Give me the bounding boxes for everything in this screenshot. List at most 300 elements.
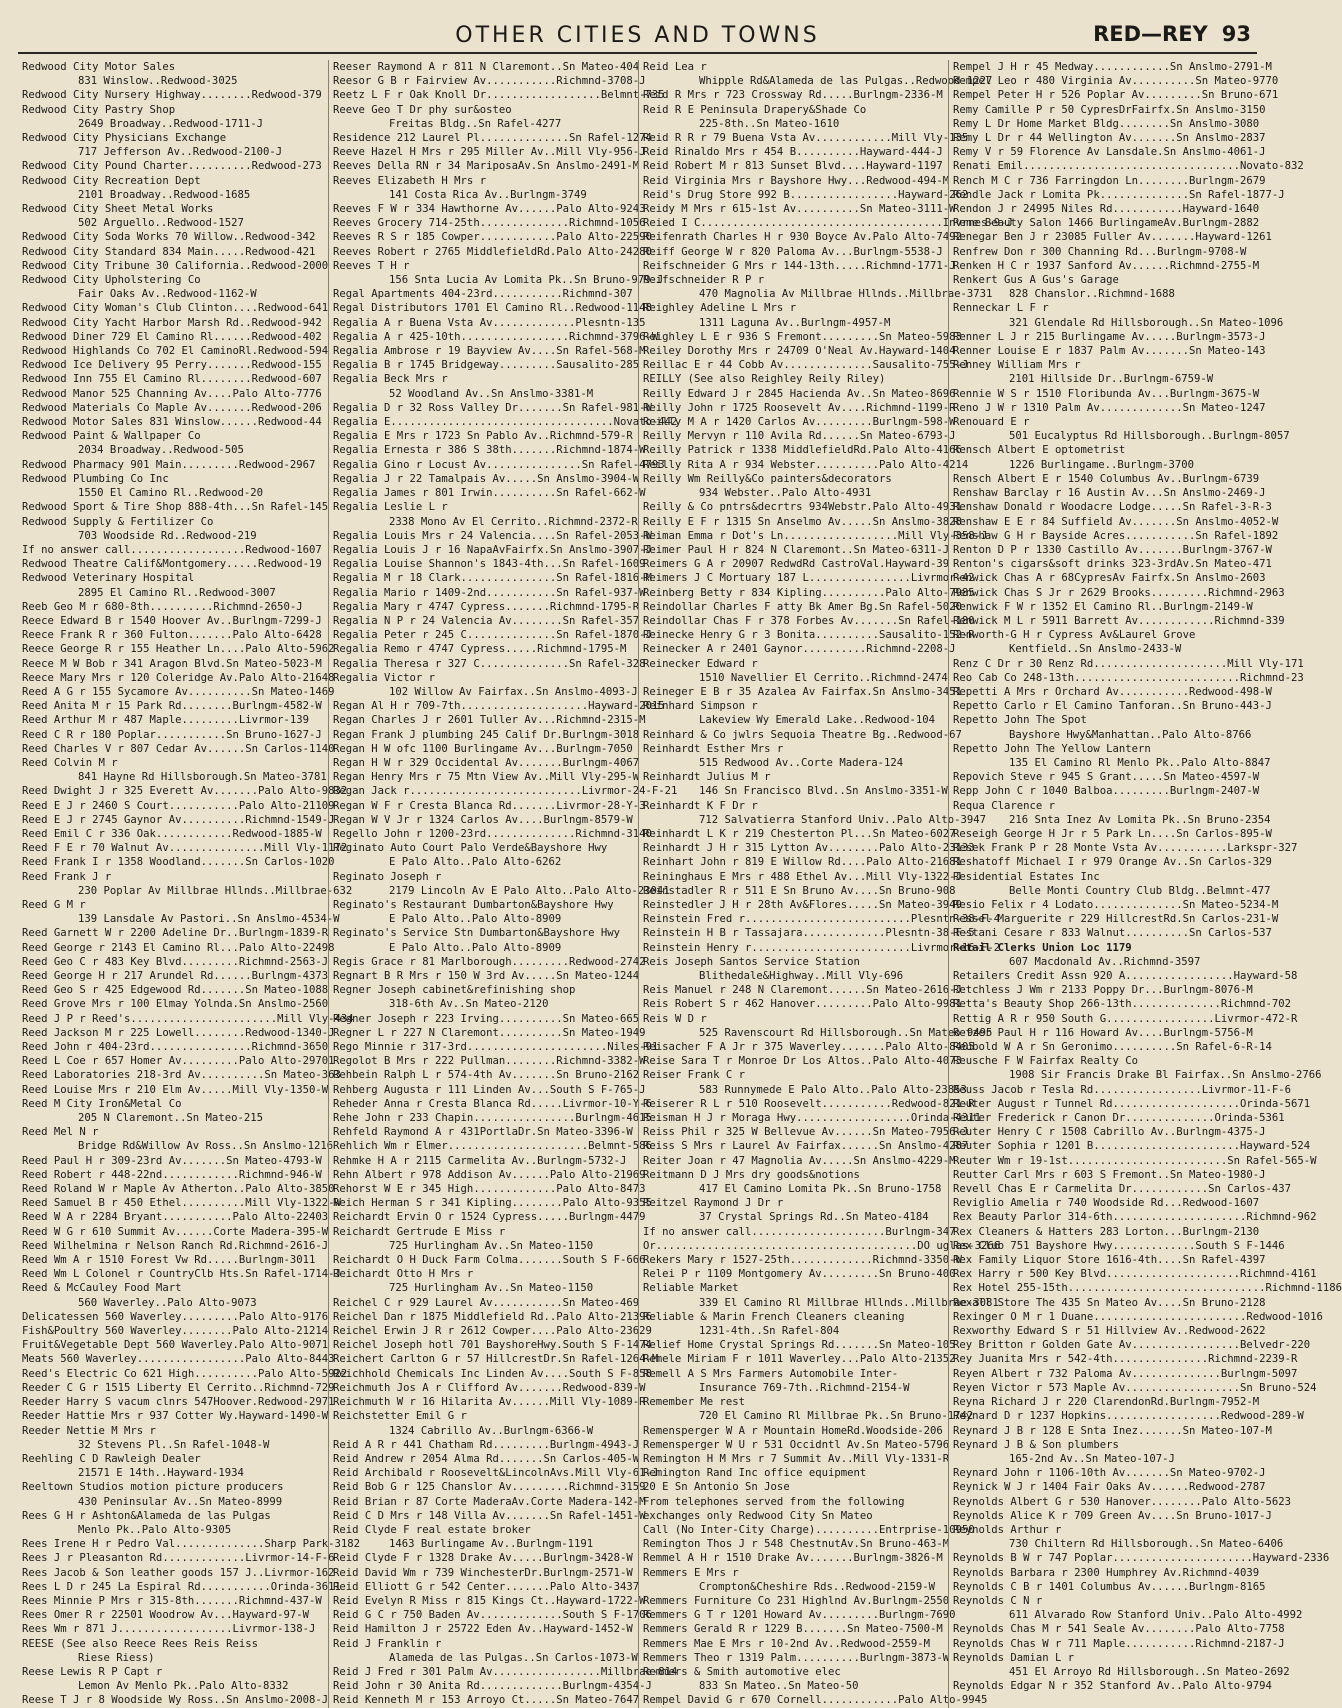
- listing-entry: Reusche F W Fairfax Realty Co: [953, 1055, 1138, 1068]
- listing-entry: Reichel Erwin J R r 2612 Cowper....Palo Alto-23629: [333, 1325, 652, 1338]
- listing-continuation: 339 El Camino Rl Millbrae Hllnds..Millbrae-3081: [699, 1296, 999, 1309]
- listing-entry: Reeves T H r: [333, 259, 410, 272]
- listing-continuation: 2034 Broadway..Redwood-505: [78, 444, 244, 457]
- listing-entry: Renouard E r: [953, 416, 1030, 429]
- listing-entry: Reed & McCauley Food Mart: [22, 1282, 182, 1295]
- listing-continuation: 934 Webster..Palo Alto-4931: [699, 487, 872, 500]
- listing-entry: Reynard John r 1106-10th Av.......Sn Mateo-9702-J: [953, 1467, 1266, 1480]
- listing-entry: Reimers G A r 20907 RedwdRd CastroVal.Hayward-39: [643, 558, 950, 571]
- listing-entry: Renner L J r 215 Burlingame Av.....Burlngm-3573-J: [953, 330, 1266, 343]
- listing-entry: Rehmke H A r 2115 Carmelita Av..Burlngm-5732-J: [333, 1154, 627, 1167]
- listing-entry: Redwood City Motor Sales: [22, 61, 176, 73]
- listing-entry: Reliable Market: [643, 1282, 739, 1295]
- listing-entry: Reuter Sophia r 1201 B.......................Hayward-524: [953, 1140, 1311, 1153]
- listing-entry: Regalia James r 801 Irwin..........Sn Rafel-662-W: [333, 487, 646, 500]
- listing-entry: Reyen Albert r 732 Paloma Av..............Burlngm-5097: [953, 1367, 1298, 1380]
- listing-entry: Meats 560 Waverley.................Palo Alto-8443: [22, 1353, 335, 1366]
- listing-entry: Reece Frank R r 360 Fulton.......Palo Alto-6428: [22, 629, 322, 642]
- listing-entry: Rexinger O M r 1 Duane........................Redwood-1016: [953, 1310, 1323, 1323]
- listing-entry: Rehe John r 233 Chapin................Burlngm-4615: [333, 1112, 652, 1125]
- listing-continuation: E Palo Alto..Palo Alto-6262: [389, 856, 562, 869]
- listing-entry: Rene Beauty Salon 1466 BurlingameAv.Burlngm-2882: [953, 217, 1260, 230]
- listing-continuation: 2895 El Camino Rl..Redwood-3007: [78, 586, 276, 599]
- listing-entry: Reiser Frank C r: [643, 1069, 746, 1082]
- listing-entry: Reinberg Betty r 834 Kipling..........Palo Alto-7985: [643, 586, 975, 599]
- listing-continuation: E Palo Alto..Palo Alto-8909: [389, 913, 562, 926]
- listing-entry: Regan Frank J plumbing 245 Calif Dr.Burlngm-3018: [333, 728, 640, 741]
- listing-entry: Remensperger W A r Mountain HomeRd.Woodside-206: [643, 1424, 943, 1437]
- listing-continuation: 717 Jefferson Av..Redwood-2100-J: [78, 146, 283, 159]
- listing-entry: 20 E Sn Antonio Sn Jose: [643, 1481, 790, 1494]
- listing-entry: Reichardt Otto H Mrs r: [333, 1268, 474, 1281]
- listing-continuation: 730 Chiltern Rd Hillsborough..Sn Mateo-6406: [1009, 1538, 1284, 1551]
- listing-entry: Reid Clyde F real estate broker: [333, 1523, 531, 1536]
- listing-entry: Renney William Mrs r: [953, 359, 1081, 372]
- listing-entry: Reed Paul H r 309-23rd Av.......Sn Mateo-4793-W: [22, 1154, 322, 1167]
- listing-entry: Regalia Theresa r 327 C..............Sn Rafel-328: [333, 657, 646, 670]
- listing-entry: Reeve Hazel H Mrs r 295 Miller Av..Mill Vly-956-J: [333, 146, 646, 159]
- listing-entry: Redwood City Recreation Dept: [22, 174, 201, 187]
- listing-entry: Reed Jackson M r 225 Lowell........Redwood-1340-J: [22, 1026, 335, 1039]
- listing-entry: Reuter Henry C r 1508 Cabrillo Av..Burlngm-4375-J: [953, 1126, 1266, 1139]
- listing-entry: Reichardt Gertrude E Miss r: [333, 1225, 506, 1238]
- listing-entry: Renshaw E E r 84 Suffield Av.......Sn Anslmo-4052-W: [953, 515, 1279, 528]
- page-title: OTHER CITIES AND TOWNS: [455, 22, 820, 48]
- listing-continuation: 2179 Lincoln Av E Palo Alto..Palo Alto-23041: [389, 884, 670, 897]
- listing-continuation: 1231-4th..Sn Rafel-804: [699, 1325, 840, 1338]
- listing-entry: Reisman H J r Moraga Hwy..................Orinda-4311: [643, 1112, 982, 1125]
- listing-continuation: Crompton&Cheshire Rds..Redwood-2159-W: [699, 1580, 935, 1593]
- listing-entry: Redwood City Nursery Highway........Redwood-379: [22, 89, 322, 102]
- listing-entry: Reed Wm A r 1510 Forest Vw Rd.....Burlngm-3011: [22, 1254, 316, 1267]
- listing-entry: Reynolds Alice K r 709 Green Av....Sn Bruno-1017-J: [953, 1509, 1272, 1522]
- listing-entry: Reichel Joseph hotl 701 BayshoreHwy.South S F-1474: [333, 1339, 652, 1352]
- listing-entry: Regan Charles J r 2601 Tuller Av...Richmnd-2315-M: [333, 714, 646, 727]
- listing-entry: Reno J W r 1310 Palm Av.............Sn Mateo-1247: [953, 401, 1266, 414]
- listing-entry: Reinecker Edward r: [643, 657, 758, 670]
- listing-entry: Rees Minnie P Mrs r 315-8th.......Richmnd-437-W: [22, 1594, 322, 1607]
- listing-entry: Regner Joseph r 223 Irving..........Sn Mateo-665: [333, 1012, 640, 1025]
- listing-continuation: Freitas Bldg..Sn Rafel-4277: [389, 117, 562, 130]
- listing-entry: Reid R E Peninsula Drapery&Shade Co: [643, 103, 867, 116]
- listing-entry: Reeves Della RN r 34 MariposaAv.Sn Anslmo-2491-M: [333, 160, 640, 173]
- listing-entry: Reinhardt K F Dr r: [643, 799, 758, 812]
- listing-entry: Repp John C r 1040 Balboa.........Burlngm-2407-W: [953, 785, 1260, 798]
- listing-entry: Reynard J B & Son plumbers: [953, 1438, 1119, 1451]
- listing-entry: Reutter Carl Mrs r 603 S Fremont..Sn Mateo-1980-J: [953, 1168, 1266, 1181]
- listing-continuation: 430 Peninsular Av..Sn Mateo-8999: [78, 1495, 283, 1508]
- listing-entry: Reece M W Bob r 341 Aragon Blvd.Sn Mateo-5023-M: [22, 657, 322, 670]
- listing-continuation: 165-2nd Av..Sn Mateo-107-J: [1009, 1452, 1175, 1465]
- listing-entry: Renton's cigars&soft drinks 323-3rdAv.Sn Mateo-471: [953, 558, 1272, 571]
- listing-entry: Reinecke Henry G r 3 Bonita..........Sausalito-152-R: [643, 629, 975, 642]
- listing-continuation: 470 Magnolia Av Millbrae Hllnds..Millbrae-3731: [699, 288, 993, 301]
- listing-continuation: 611 Alvarado Row Stanford Univ..Palo Alto-4992: [1009, 1609, 1303, 1622]
- listing-entry: Reese Lewis R P Capt r: [22, 1665, 163, 1678]
- listing-entry: Reed M City Iron&Metal Co: [22, 1097, 182, 1110]
- listing-entry: Regan Henry Mrs r 75 Mtn View Av..Mill Vly-295-W: [333, 771, 640, 784]
- listing-entry: Reid Archibald r Roosevelt&LincolnAvs.Mill Vly-61-J: [333, 1467, 659, 1480]
- listing-entry: Rees Jacob & Son leather goods 157 J..Livrmor-162: [22, 1566, 335, 1579]
- listing-entry: Remy L Dr Home Market Bldg........Sn Anslmo-3080: [953, 117, 1260, 130]
- listing-entry: Reid Bob G r 125 Chanslor Av.........Richmnd-3159: [333, 1481, 646, 1494]
- listing-entry: Redwood Manor 525 Channing Av....Palo Alto-7776: [22, 387, 322, 400]
- listing-entry: REILLY (See also Reighley Reily Riley): [643, 373, 886, 386]
- listing-entry: Reilly Edward J r 2845 Hacienda Av..Sn Mateo-8696: [643, 387, 956, 400]
- listing-entry: Reed John r 404-23rd................Richmnd-3650: [22, 1041, 329, 1054]
- listing-entry: Reinhart John r 819 E Willow Rd....Palo Alto-21681: [643, 856, 962, 869]
- listing-entry: Regan H W r 329 Occidental Av.......Burlngm-4067: [333, 756, 640, 769]
- listing-continuation: 52 Woodland Av..Sn Anslmo-3381-M: [389, 387, 594, 400]
- listing-entry: Reed's Electric Co 621 High..........Palo Alto-5922: [22, 1367, 348, 1380]
- listing-entry: Reiss S Mrs r Laurel Av Fairfax......Sn Anslmo-4287: [643, 1140, 969, 1153]
- listing-entry: Renken H C r 1937 Sanford Av......Richmnd-2755-M: [953, 259, 1260, 272]
- listing-continuation: 725 Hurlingham Av..Sn Mateo-1150: [389, 1239, 594, 1252]
- listing-entry: Regan Al H r 709-7th....................Hayward-2015: [333, 700, 665, 713]
- listing-entry: Rexall Store The 435 Sn Mateo Av....Sn Bruno-2128: [953, 1296, 1266, 1309]
- listing-entry: Rehorst W E r 345 High.............Palo Alto-8473: [333, 1183, 646, 1196]
- listing-entry: Redwood Supply & Fertilizer Co: [22, 515, 214, 528]
- listing-entry: Reis W D r: [643, 1012, 707, 1025]
- listing-continuation: 205 N Claremont..Sn Mateo-215: [78, 1112, 263, 1125]
- listing-entry: Residential Estates Inc: [953, 870, 1100, 883]
- listing-entry: Reid J Franklin r: [333, 1637, 442, 1650]
- listing-entry: Reece Mary Mrs r 120 Coleridge Av.Palo Alto-21648: [22, 671, 335, 684]
- listing-entry: Reeder Hattie Mrs r 937 Cotter Wy.Hayward-1490-W: [22, 1410, 329, 1423]
- listing-entry: Regalia Peter r 245 C..............Sn Rafel-1870-J: [333, 629, 652, 642]
- listing-entry: Revell Chas E r Carmelita Dr............Sn Carlos-437: [953, 1183, 1292, 1196]
- listing-column-4: [948, 60, 1342, 1708]
- listing-entry: Regalia M r 18 Clark...............Sn Rafel-1816-M: [333, 572, 652, 585]
- listing-continuation: 583 Runnymede E Palo Alto..Palo Alto-23853: [699, 1083, 967, 1096]
- listing-entry: Reid John r 30 Anita Rd.............Burlngm-4354-J: [333, 1680, 652, 1693]
- listing-entry: Regalia E...................................Novato-442: [333, 416, 678, 429]
- listing-entry: Retail Clerks Union Loc 1179: [953, 941, 1132, 954]
- listing-entry: Reichel C r 929 Laurel Av...........Sn Mateo-469: [333, 1296, 640, 1309]
- listing-continuation: 135 El Camino Rl Menlo Pk..Palo Alto-8847: [1009, 756, 1271, 769]
- listing-continuation: 21571 E 14th..Hayward-1934: [78, 1467, 244, 1480]
- listing-continuation: 321 Glendale Rd Hillsborough..Sn Mateo-1096: [1009, 316, 1284, 329]
- listing-entry: Reid Elliott G r 542 Center.......Palo Alto-3437: [333, 1580, 640, 1593]
- listing-entry: Rees Irene H r Pedro Val..............Sharp Park-3182: [22, 1538, 361, 1551]
- listing-continuation: 515 Redwood Av..Corte Madera-124: [699, 756, 904, 769]
- listing-entry: Reinstein H B r Tassajara.............Plesntn-38-F-5: [643, 927, 975, 940]
- listing-entry: Requa Clarence r: [953, 799, 1056, 812]
- listing-entry: Regnart B R Mrs r 150 W 3rd Av.....Sn Mateo-1244: [333, 970, 640, 982]
- listing-entry: Rego Minnie r 317-3rd......................Niles-91: [333, 1041, 659, 1054]
- listing-entry: Reich Herman S r 341 Kipling........Palo Alto-9355: [333, 1197, 652, 1210]
- listing-continuation: 1550 El Camino Rl..Redwood-20: [78, 487, 263, 500]
- listing-entry: If no answer call..................Redwood-1607: [22, 543, 322, 556]
- listing-entry: Relief Home Crystal Springs Rd.......Sn Mateo-105: [643, 1339, 956, 1352]
- listing-entry: Reed Charles V r 807 Cedar Av......Sn Carlos-1140: [22, 742, 335, 755]
- listing-entry: Remember Me rest: [643, 1396, 746, 1409]
- listing-entry: Or.........................................DO uglas-3266: [643, 1239, 1001, 1252]
- listing-entry: Reed A G r 155 Sycamore Av..........Sn Mateo-1469: [22, 685, 335, 698]
- listing-entry: Reid C D Mrs r 148 Villa Av.......Sn Rafel-1451-W: [333, 1509, 646, 1522]
- listing-entry: Reifschneider R P r: [643, 274, 765, 287]
- listing-entry: Reed Geo S r 425 Edgewood Rd.......Sn Mateo-1088: [22, 984, 329, 997]
- listing-entry: Reighley L E r 936 S Fremont.........Sn Mateo-5983: [643, 330, 962, 343]
- listing-continuation: 502 Arguello..Redwood-1527: [78, 217, 244, 230]
- listing-entry: Repetto John The Spot: [953, 714, 1087, 727]
- listing-entry: Regan W F r Cresta Blanca Rd.......Livrmor-28-Y-3: [333, 799, 646, 812]
- listing-entry: Redwood Theatre Calif&Montgomery.....Redwood-19: [22, 558, 322, 571]
- listing-entry: Regner L r 227 N Claremont..........Sn Mateo-1949: [333, 1026, 646, 1039]
- listing-entry: Retta's Beauty Shop 266-13th..............Richmnd-702: [953, 998, 1292, 1011]
- listing-entry: Reeder Harry S vacum clnrs 547Hoover.Redwood-2971: [22, 1396, 335, 1409]
- listing-entry: Reis Joseph Santos Service Station: [643, 955, 860, 968]
- listing-entry: Regalia Victor r: [333, 671, 436, 684]
- listing-entry: Reed Frank I r 1358 Woodland.......Sn Carlos-1020: [22, 856, 335, 869]
- listing-continuation: Lakeview Wy Emerald Lake..Redwood-104: [699, 714, 935, 727]
- listing-entry: Retchless J Wm r 2133 Poppy Dr...Burlngm-8076-M: [953, 984, 1253, 997]
- listing-entry: Reeder Nettie M Mrs r: [22, 1424, 156, 1437]
- listing-entry: Rees L D r 245 La Espiral Rd...........Orinda-3611: [22, 1580, 341, 1593]
- listing-entry: Reubold W A r Sn Geronimo..........Sn Rafel-6-R-14: [953, 1041, 1272, 1054]
- listing-continuation: 318-6th Av..Sn Mateo-2120: [389, 998, 549, 1011]
- listing-entry: Redwood City Woman's Club Clinton....Redwood-641: [22, 302, 329, 315]
- listing-entry: Rex Family Liquor Store 1616-4th....Sn Rafel-4397: [953, 1254, 1266, 1267]
- listing-entry: Reid Evelyn R Miss r 815 Kings Ct..Hayward-1722-W: [333, 1594, 646, 1607]
- listing-entry: Reed F E r 70 Walnut Av...............Mill Vly-1172: [22, 842, 348, 855]
- listing-entry: Reesor G B r Fairview Av...........Richmnd-3708-J: [333, 75, 646, 88]
- listing-entry: Rennie W S r 1510 Floribunda Av...Burlngm-3675-W: [953, 387, 1260, 400]
- listing-entry: Reied I C......................................Invrnes-9-J: [643, 217, 1013, 230]
- listing-entry: Reichel Dan r 1875 Middlefield Rd..Palo Alto-21396: [333, 1310, 652, 1323]
- listing-continuation: 828 Chanslor..Richmnd-1688: [1009, 288, 1175, 301]
- listing-continuation: 2101 Broadway..Redwood-1685: [78, 188, 251, 201]
- listing-continuation: 225-8th..Sn Mateo-1610: [699, 117, 840, 130]
- listing-continuation: 831 Winslow..Redwood-3025: [78, 75, 238, 88]
- listing-entry: Reynolds C N r: [953, 1594, 1043, 1607]
- listing-entry: Reid A R r 441 Chatham Rd.........Burlngm-4943-J: [333, 1438, 640, 1451]
- listing-entry: Reece Edward B r 1540 Hoover Av..Burlngm-7299-J: [22, 614, 322, 627]
- listing-entry: Regalia N P r 24 Valencia Av........Sn Rafel-357: [333, 614, 640, 627]
- listing-entry: Renwick Chas S Jr r 2629 Brooks.........Richmnd-2963: [953, 586, 1285, 599]
- listing-entry: Reed C R r 180 Poplar...........Sn Bruno-1627-J: [22, 728, 322, 741]
- listing-entry: Reynolds Chas M r 541 Seale Av........Palo Alto-7758: [953, 1623, 1285, 1636]
- listing-entry: Reynolds Chas W r 711 Maple...........Richmnd-2187-J: [953, 1637, 1285, 1650]
- listing-entry: Reyna Richard J r 220 ClarendonRd.Burlngm-7952-M: [953, 1396, 1260, 1409]
- listing-continuation: 230 Poplar Av Millbrae Hllnds..Millbrae-632: [78, 884, 353, 897]
- listing-entry: Reid Andrew r 2054 Alma Rd.......Sn Carlos-405-W: [333, 1452, 640, 1465]
- listing-entry: Reid Hamilton J r 25722 Eden Av..Hayward-1452-W: [333, 1623, 633, 1636]
- listing-continuation: 1463 Burlingame Av..Burlngm-1191: [389, 1538, 594, 1551]
- listing-entry: Regalia Gino r Locust Av...............Sn Rafel-4793: [333, 458, 665, 471]
- listing-entry: Redwood Diner 729 El Camino Rl......Redwood-402: [22, 330, 322, 343]
- listing-entry: Reisacher F A Jr r 375 Waverley.......Palo Alto-8405: [643, 1041, 975, 1054]
- listing-entry: Reuss Jacob r Tesla Rd.................Livrmor-11-F-6: [953, 1083, 1292, 1096]
- listing-entry: Reiff George W r 820 Paloma Av...Burlngm-5538-J: [643, 245, 943, 258]
- listing-entry: Reiserer R L r 510 Roosevelt...........Redwood-821-R: [643, 1097, 975, 1110]
- listing-entry: Regal Apartments 404-23rd...........Richmnd-307: [333, 288, 633, 301]
- listing-entry: Regalia E Mrs r 1723 Sn Pablo Av..Richmnd-579-R: [333, 430, 633, 443]
- listing-entry: Reed Laboratories 218-3rd Av..........Sn Mateo-363: [22, 1069, 341, 1082]
- listing-entry: exchanges only Redwood City Sn Mateo: [643, 1509, 873, 1522]
- listing-entry: Reed Wilhelmina r Nelson Ranch Rd.Richmnd-2616-J: [22, 1239, 329, 1252]
- listing-entry: Reed Anita M r 15 Park Rd........Burlngm-4582-W: [22, 700, 322, 713]
- listing-entry: Reed Louise Mrs r 210 Elm Av.....Mill Vly-1350-W: [22, 1083, 329, 1096]
- listing-entry: Call (No Inter-City Charge)..........Entrprise-10950: [643, 1523, 975, 1536]
- listing-entry: Reichhold Chemicals Inc Linden Av....South S F-858: [333, 1367, 652, 1380]
- listing-entry: Reinstein Fred r..........................Plesntn-38-F-4: [643, 913, 1001, 926]
- listing-entry: If no answer call.....................Burlngm-347: [643, 1225, 956, 1238]
- listing-entry: Reeve Geo T Dr phy sur&osteo: [333, 103, 512, 116]
- listing-entry: Reed Emil C r 336 Oak............Redwood-1885-W: [22, 827, 322, 840]
- listing-entry: Renshaw Barclay r 16 Austin Av...Sn Anslmo-2469-J: [953, 487, 1266, 500]
- listing-entry: Relei P r 1109 Montgomery Av.........Sn Bruno-400: [643, 1268, 956, 1281]
- listing-entry: Reehling C D Rawleigh Dealer: [22, 1452, 201, 1465]
- listing-entry: Reed Arthur M r 487 Maple.........Livrmor-139: [22, 714, 310, 727]
- listing-entry: Reeser Raymond A r 811 N Claremont..Sn Mateo-404: [333, 61, 640, 73]
- listing-continuation: 1510 Navellier El Cerrito..Richmnd-2474: [699, 671, 948, 684]
- listing-entry: Reuter August r Tunnel Rd....................Orinda-5671: [953, 1097, 1311, 1110]
- listing-entry: Reed E J r 2460 S Court...........Palo Alto-21109: [22, 799, 335, 812]
- listing-continuation: Bayshore Hwy&Manhattan..Palo Alto-8766: [1009, 728, 1252, 741]
- listing-entry: Reininghaus E Mrs r 488 Ethel Av...Mill Vly-1322-J: [643, 870, 962, 883]
- listing-entry: Reighley Adeline L Mrs r: [643, 302, 797, 315]
- listing-continuation: 37 Crystal Springs Rd..Sn Mateo-4184: [699, 1211, 929, 1224]
- listing-entry: Rendon J r 24995 Niles Rd...........Hayward-1640: [953, 203, 1260, 216]
- listing-entry: Rey Juanita Mrs r 542-4th...............Richmnd-2239-R: [953, 1353, 1298, 1366]
- listing-entry: Reed Geo C r 483 Key Blvd.........Richmnd-2563-J: [22, 955, 329, 968]
- listing-entry: Regello John r 1200-23rd..............Richmnd-3140: [333, 827, 652, 840]
- listing-entry: Regalia Beck Mrs r: [333, 373, 448, 386]
- listing-entry: Rehberg Augusta r 111 Linden Av...South S F-765-J: [333, 1083, 646, 1096]
- listing-continuation: 607 Macdonald Av..Richmnd-3597: [1009, 955, 1201, 968]
- listing-entry: Reid J Fred r 301 Palm Av.................Millbrae-814: [333, 1665, 678, 1678]
- listing-entry: Regis Grace r 81 Marlborough.........Redwood-2742: [333, 955, 646, 968]
- listing-entry: Residence 212 Laurel Pl..............Sn Rafel-1274: [333, 132, 652, 145]
- listing-continuation: 102 Willow Av Fairfax..Sn Anslmo-4093-J: [389, 685, 638, 698]
- listing-entry: Reynard J B r 128 E Snta Inez.......Sn Mateo-107-M: [953, 1424, 1272, 1437]
- listing-entry: Renwick Chas A r 68CypresAv Fairfx.Sn Anslmo-2603: [953, 572, 1266, 585]
- listing-entry: Renworth-G H r Cypress Av&Laurel Grove: [953, 629, 1196, 642]
- listing-entry: Reis Robert S r 462 Hanover.........Palo Alto-9981: [643, 998, 962, 1011]
- listing-entry: Reece George R r 155 Heather Ln....Palo Alto-5962: [22, 643, 335, 656]
- listing-entry: Reilly M A r 1420 Carlos Av.........Burlngm-598-W: [643, 416, 956, 429]
- listing-entry: Rekers Mary r 1527-25th.............Richmnd-3350-W: [643, 1254, 962, 1267]
- listing-entry: Renneckar L F r: [953, 302, 1049, 315]
- listing-entry: Reginato's Service Stn Dumbarton&Bayshore Hwy: [333, 927, 621, 940]
- listing-entry: Rexworthy Edward S r 51 Hillview Av..Redwood-2622: [953, 1325, 1266, 1338]
- listing-entry: Remensperger W U r 531 Occidntl Av.Sn Mateo-5796: [643, 1438, 950, 1451]
- listing-entry: Reginato Auto Court Palo Verde&Bayshore Hwy: [333, 842, 608, 855]
- listing-entry: Reheder Anna r Cresta Blanca Rd.....Livrmor-10-Y-6: [333, 1097, 652, 1110]
- listing-entry: Redwood Ice Delivery 95 Perry.......Redwood-155: [22, 359, 322, 372]
- listing-entry: Reindollar Charles F atty Bk Amer Bg.Sn Rafel-5020: [643, 600, 962, 613]
- page-number: 93: [1221, 22, 1251, 46]
- listing-entry: Reed L Coe r 657 Homer Av.........Palo Alto-29701: [22, 1055, 335, 1068]
- listing-entry: Reed J P r Reed's.......................Mill Vly-434: [22, 1012, 354, 1025]
- listing-entry: Redwood Veterinary Hospital: [22, 572, 195, 585]
- listing-entry: Reis Manuel r 248 N Claremont......Sn Mateo-2616-J: [643, 984, 962, 997]
- listing-entry: Remington Rand Inc office equipment: [643, 1467, 867, 1480]
- listing-entry: Remmers Mae E Mrs r 10-2nd Av..Redwood-2559-M: [643, 1637, 931, 1650]
- listing-continuation: Lemon Av Menlo Pk..Palo Alto-8332: [78, 1680, 289, 1693]
- listing-entry: Reed G M r: [22, 898, 86, 911]
- listing-continuation: 141 Costa Rica Av..Burlngm-3749: [389, 188, 587, 201]
- listing-entry: Renwick F W r 1352 El Camino Rl..Burlngm-2149-W: [953, 600, 1253, 613]
- listing-entry: Redwood City Soda Works 70 Willow..Redwood-342: [22, 231, 316, 244]
- listing-entry: Reinhardt Julius M r: [643, 771, 771, 784]
- listing-entry: Reindollar Chas F r 378 Forbes Av.......Sn Rafel-180: [643, 614, 975, 627]
- listing-entry: Reid's Drug Store 992 B.................Hayward-262: [643, 188, 969, 201]
- listing-entry: Delicatessen 560 Waverley.........Palo Alto-9176: [22, 1310, 329, 1323]
- listing-continuation: 525 Ravenscourt Rd Hillsborough..Sn Mateo-9495: [699, 1026, 993, 1039]
- listing-continuation: 1226 Burlingame..Burlngm-3700: [1009, 458, 1194, 471]
- listing-continuation: 560 Waverley..Palo Alto-9073: [78, 1296, 257, 1309]
- listing-entry: Reid Virginia Mrs r Bayshore Hwy...Redwood-494-M: [643, 174, 950, 187]
- listing-entry: Regan Jack r...........................Livrmor-24-F-21: [333, 785, 678, 798]
- listing-entry: Regalia Remo r 4747 Cypress.....Richmnd-1795-M: [333, 643, 627, 656]
- listing-entry: Renati Emil..................................Novato-832: [953, 160, 1304, 173]
- listing-entry: Reinstadler R r 511 E Sn Bruno Av....Sn Bruno-908: [643, 884, 956, 897]
- listing-entry: Regalia Ernesta r 386 S 38th.......Richmnd-1874-W: [333, 444, 646, 457]
- listing-entry: Reilly Patrick r 1338 MiddlefieldRd.Palo Alto-4166: [643, 444, 962, 457]
- listing-entry: Reginato's Restaurant Dumbarton&Bayshore Hwy: [333, 898, 614, 911]
- listing-entry: Reed Wm L Colonel r CountryClb Hts.Sn Rafel-1714-J: [22, 1268, 341, 1281]
- listing-continuation: Alameda de las Pulgas..Sn Carlos-1073-W: [389, 1651, 638, 1664]
- listing-entry: Regalia Louis Mrs r 24 Valencia....Sn Rafel-2053-W: [333, 529, 652, 542]
- listing-entry: Reuter Wm r 19-1st.........................Sn Rafel-565-W: [953, 1154, 1317, 1167]
- listing-entry: Retzer Paul H r 116 Howard Av....Burlngm-5756-M: [953, 1026, 1253, 1039]
- listing-continuation: 501 Eucalyptus Rd Hillsborough..Burlngm-8057: [1009, 430, 1290, 443]
- listing-entry: Reineger E B r 35 Azalea Av Fairfax.Sn Anslmo-3451: [643, 685, 962, 698]
- listing-entry: Redwood Motor Sales 831 Winslow......Redwood-44: [22, 416, 322, 429]
- listing-entry: Redwood City Sheet Metal Works: [22, 203, 214, 216]
- listing-continuation: 1311 Laguna Av..Burlngm-4957-M: [699, 316, 891, 329]
- listing-entry: Rex Beauty Parlor 314-6th.....................Richmnd-962: [953, 1211, 1317, 1224]
- listing-entry: Rempel David G r 670 Cornell............Palo Alto-9945: [643, 1694, 988, 1707]
- listing-entry: Reichardt O H Duck Farm Colma.......South S F-666: [333, 1254, 646, 1267]
- listing-entry: Renwick M L r 5911 Barrett Av............Richmnd-339: [953, 614, 1285, 627]
- listing-entry: Reynolds Damian L r: [953, 1651, 1075, 1664]
- listing-entry: Reid Kenneth M r 153 Arroyo Ct.....Sn Mateo-7647: [333, 1694, 640, 1707]
- listing-entry: Reid Robert M r 813 Sunset Blvd....Hayward-1197: [643, 160, 943, 173]
- listing-entry: Reese T J r 8 Woodside Wy Ross..Sn Anslmo-2008-J: [22, 1694, 329, 1707]
- alphabetical-range: RED—REY: [1093, 22, 1208, 46]
- listing-entry: Reeltown Studios motion picture producers: [22, 1481, 284, 1494]
- listing-entry: Rempel J H r 45 Medway............Sn Anslmo-2791-M: [953, 61, 1272, 73]
- listing-entry: Regalia Ambrose r 19 Bayview Av....Sn Rafel-568-M: [333, 345, 646, 358]
- listing-entry: Restani Cesare r 833 Walnut..........Sn Carlos-537: [953, 927, 1272, 940]
- listing-entry: Redwood Highlands Co 702 El CaminoRl.Redwood-594: [22, 345, 329, 358]
- listing-entry: Reinhard & Co jwlrs Sequoia Theatre Bg..Redwood-67: [643, 728, 962, 741]
- listing-entry: Rex Hotel 255-15th...............................Richmnd-1186: [953, 1282, 1342, 1295]
- listing-entry: Reliable & Marin French Cleaners cleaning: [643, 1310, 905, 1323]
- listing-entry: Renkert Gus A Gus's Garage: [953, 274, 1119, 287]
- listing-entry: Redwood City Yacht Harbor Marsh Rd..Redwood-942: [22, 316, 322, 329]
- listing-entry: Renz C Dr r 30 Renz Rd.....................Mill Vly-171: [953, 657, 1304, 670]
- listing-entry: Reinhard Simpson r: [643, 700, 758, 713]
- listing-entry: Remington H M Mrs r 7 Summit Av..Mill Vly-1331-R: [643, 1452, 950, 1465]
- listing-entry: Regalia A r Buena Vsta Av.............Plesntn-135: [333, 316, 646, 329]
- listing-continuation: 725 Hurlingham Av..Sn Mateo-1150: [389, 1282, 594, 1295]
- listing-entry: Reise Sara T r Monroe Dr Los Altos..Palo Alto-4073: [643, 1055, 962, 1068]
- listing-entry: Resek Frank P r 28 Monte Vsta Av...........Larkspr-327: [953, 842, 1298, 855]
- listing-continuation: Fair Oaks Av..Redwood-1162-W: [78, 288, 257, 301]
- listing-continuation: 2338 Mono Av El Cerrito..Richmnd-2372-R: [389, 515, 638, 528]
- listing-entry: Remy V r 59 Florence Av Lansdale.Sn Anslmo-4061-J: [953, 146, 1266, 159]
- listing-entry: Reinhardt L K r 219 Chesterton Pl...Sn Mateo-6027: [643, 827, 956, 840]
- listing-entry: Reid Rinaldo Mrs r 454 B..........Hayward-444-J: [643, 146, 943, 159]
- listing-entry: Ressel Marguerite r 229 HillcrestRd.Sn Carlos-231-W: [953, 913, 1279, 926]
- listing-entry: Rench M C r 736 Farringdon Ln........Burlngm-2679: [953, 174, 1266, 187]
- listing-entry: Reifschneider G Mrs r 144-13th.....Richmnd-1771-J: [643, 259, 956, 272]
- header-range-and-page: [1093, 22, 1251, 46]
